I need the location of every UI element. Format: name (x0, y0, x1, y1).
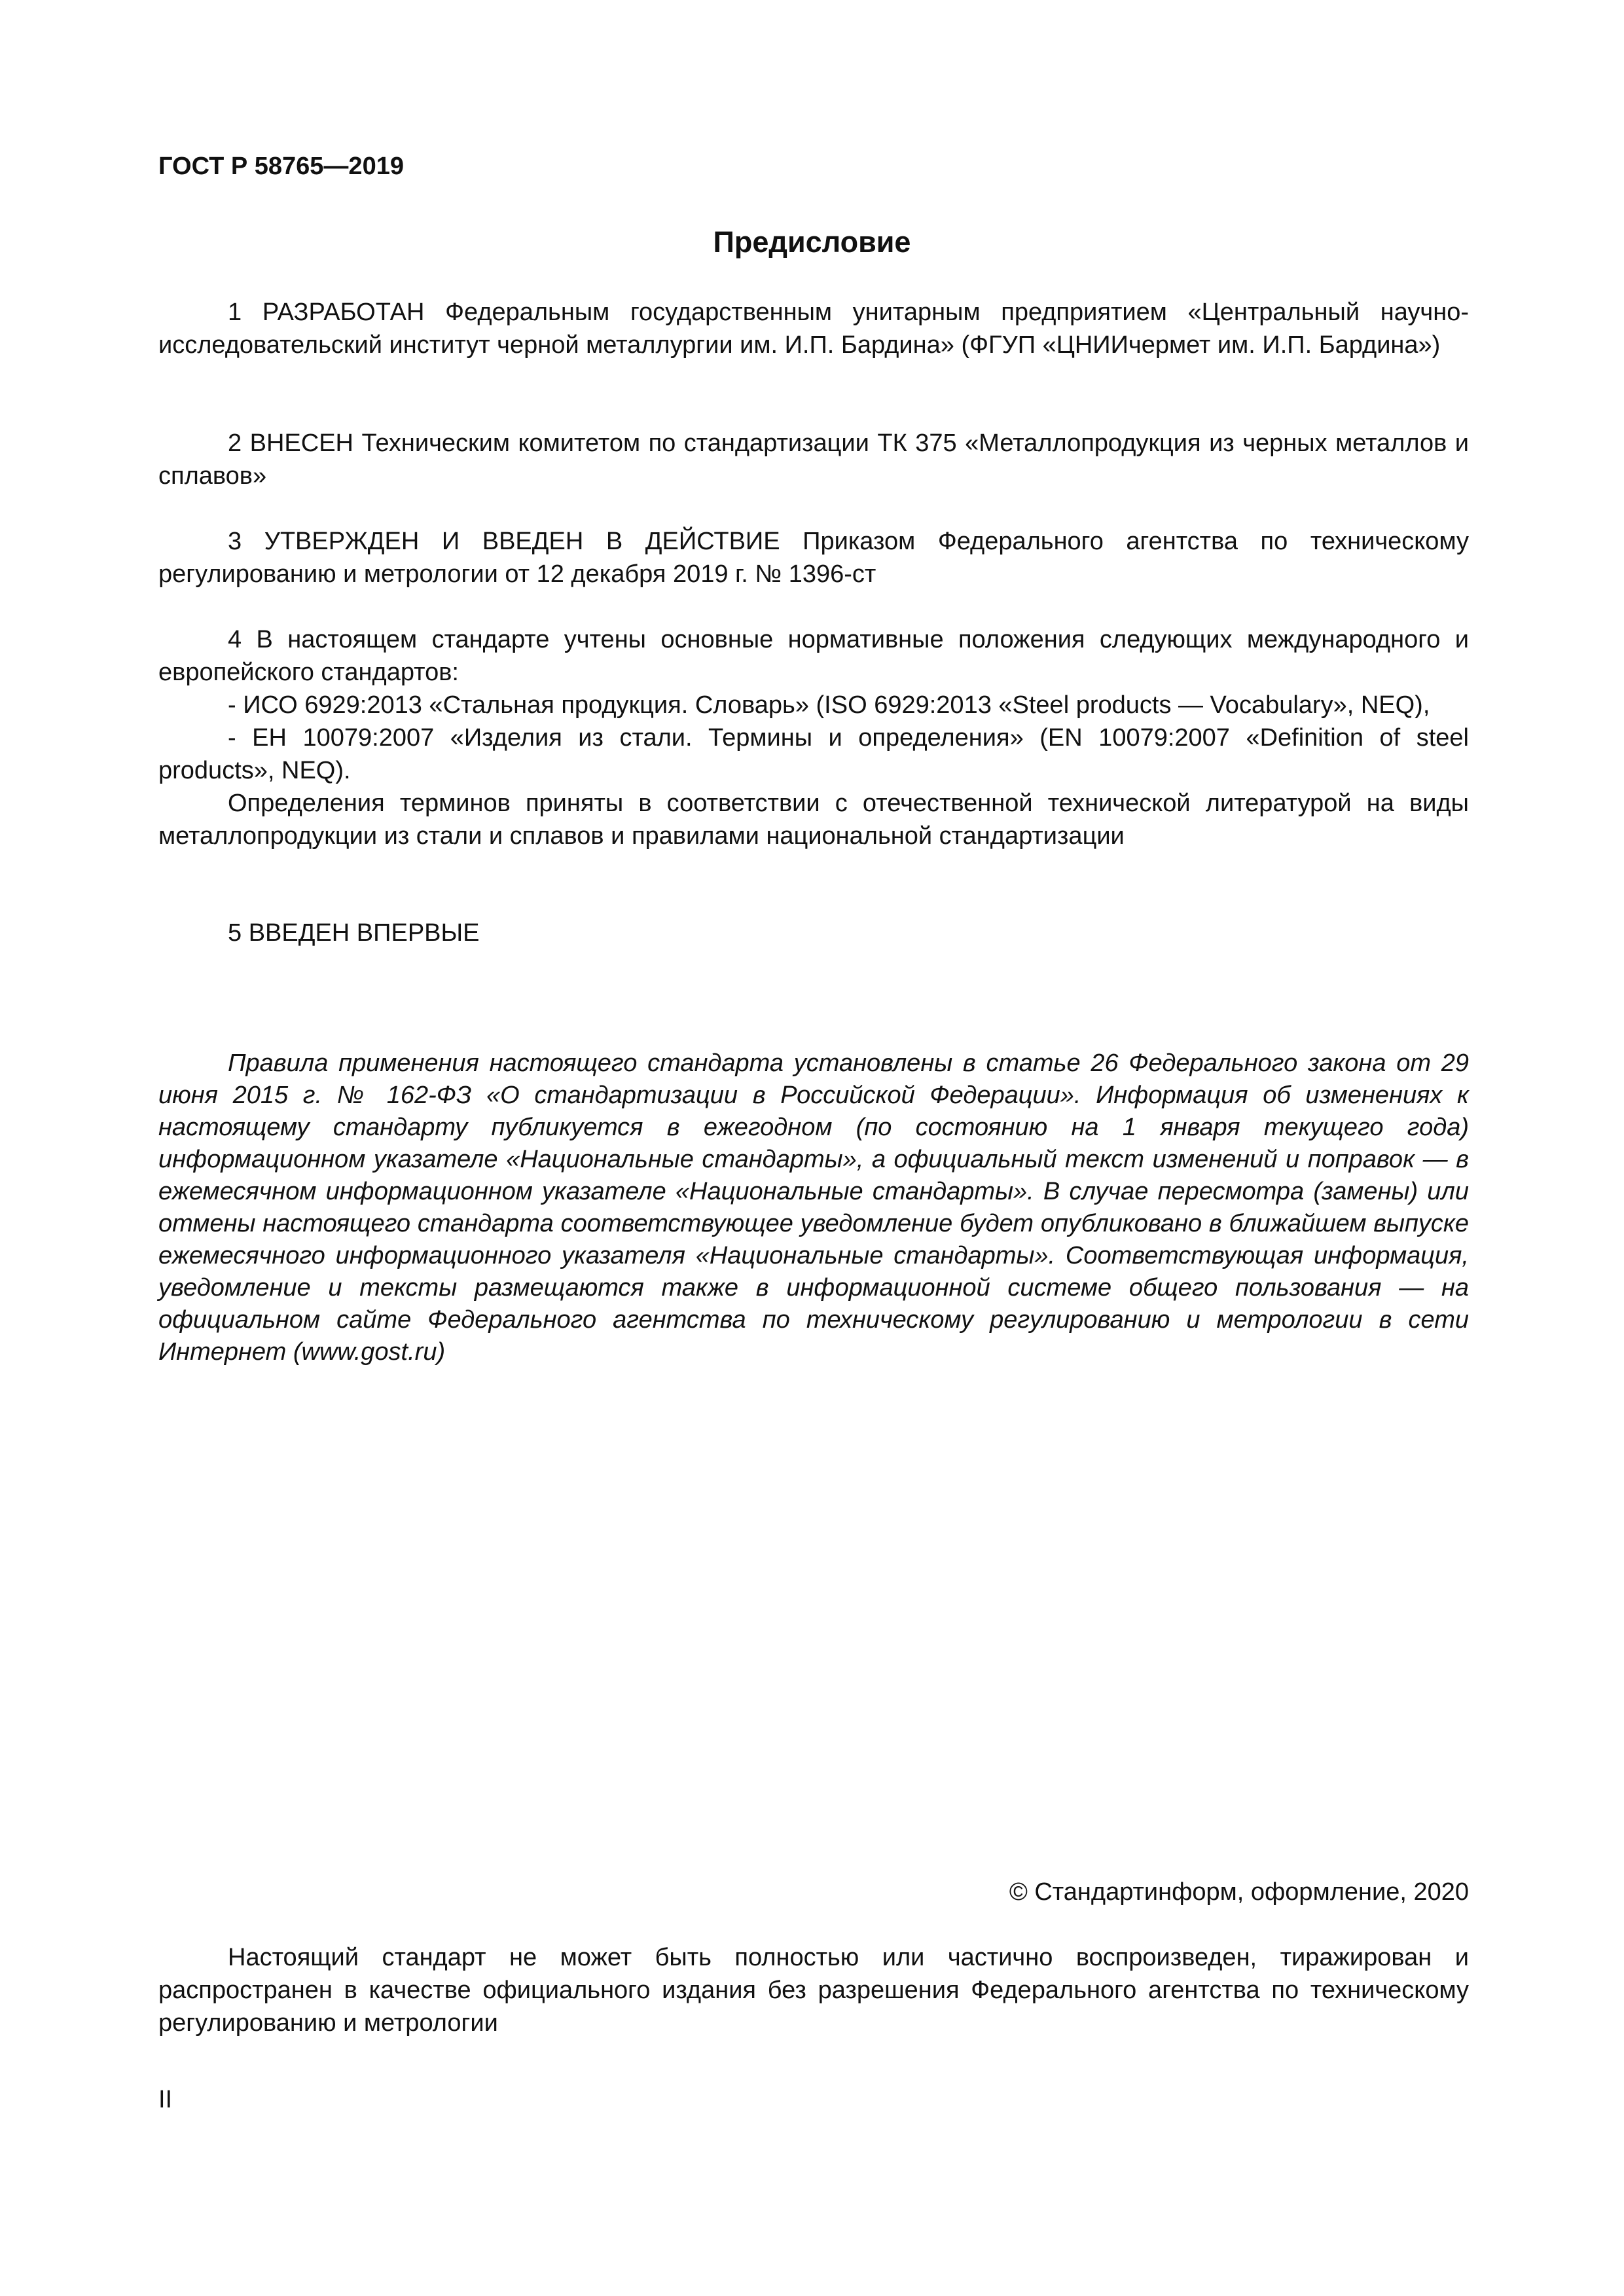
preface-item-text: 3 УТВЕРЖДЕН И ВВЕДЕН В ДЕЙСТВИЕ Приказом Федерального агентства по техническому регулированию и метрологии от 12 декабря 2019 г. № 1396-ст (158, 528, 1469, 588)
document-code: ГОСТ Р 58765—2019 (158, 153, 404, 180)
preface-item-text: 1 РАЗРАБОТАН Федеральным государственным унитарным предприятием «Центральный научно-исследовательский институт черной металлургии им. И.П. Бардина» (ФГУП «ЦНИИчермет им. И.П. Бардина») (158, 299, 1469, 359)
preface-item-4 (158, 623, 1469, 852)
standard-reference: - ЕН 10079:2007 «Изделия из стали. Термины и определения» (EN 10079:2007 «Definition of steel products», NEQ). (158, 724, 1469, 784)
preface-item-text: 4 В настоящем стандарте учтены основные нормативные положения следующих международного и европейского стандартов: (158, 626, 1469, 686)
preface-item-3 (158, 525, 1469, 591)
preface-item-2 (158, 427, 1469, 492)
preface-item-5 (158, 917, 1469, 949)
page-title: Предисловие (713, 225, 911, 259)
rights-notice (158, 1941, 1469, 2039)
preface-item-text: 5 ВВЕДЕН ВПЕРВЫЕ (228, 919, 480, 947)
copyright-line: © Стандартинформ, оформление, 2020 (1009, 1878, 1469, 1906)
rights-text: Настоящий стандарт не может быть полностью или частично воспроизведен, тиражирован и распространен в качестве официального издания без разрешения Федерального агентства по техническому регулированию и метрологии (158, 1944, 1469, 2037)
notice-text: Правила применения настоящего стандарта установлены в статье 26 Федерального закона от 29 июня 2015 г. № 162-ФЗ «О стандартизации в Российской Федерации». Информация об изменениях к настоящему стандарту публикуется в ежегодном (по состоянию на 1 января текущего года) информационном указателе «Национальные стандарты», а официальный текст изменений и поправок — в ежемесячном информационном указателе «Национальные стандарты». В случае пересмотра (замены) или отмены настоящего стандарта соответствующее уведомление будет опубликовано в ближайшем выпуске ежемесячного информационного указателя «Национальные стандарты». Соответствующая информация, уведомление и тексты размещаются также в информационной системе общего пользования — на официальном сайте Федерального агентства по техническому регулированию и метрологии в сети Интернет (www.gost.ru) (158, 1049, 1469, 1366)
preface-item-text: Определения терминов приняты в соответствии с отечественной технической литературой на виды металлопродукции из стали и сплавов и правилами национальной стандартизации (158, 790, 1469, 850)
page-number: II (158, 2086, 173, 2113)
preface-item-1 (158, 296, 1469, 361)
preface-item-text: 2 ВНЕСЕН Техническим комитетом по стандартизации ТК 375 «Металлопродукция из черных металлов и сплавов» (158, 429, 1469, 490)
standard-reference: - ИСО 6929:2013 «Стальная продукция. Словарь» (ISO 6929:2013 «Steel products — Vocabulary», NEQ), (228, 691, 1430, 719)
application-rules-notice (158, 1048, 1469, 1368)
